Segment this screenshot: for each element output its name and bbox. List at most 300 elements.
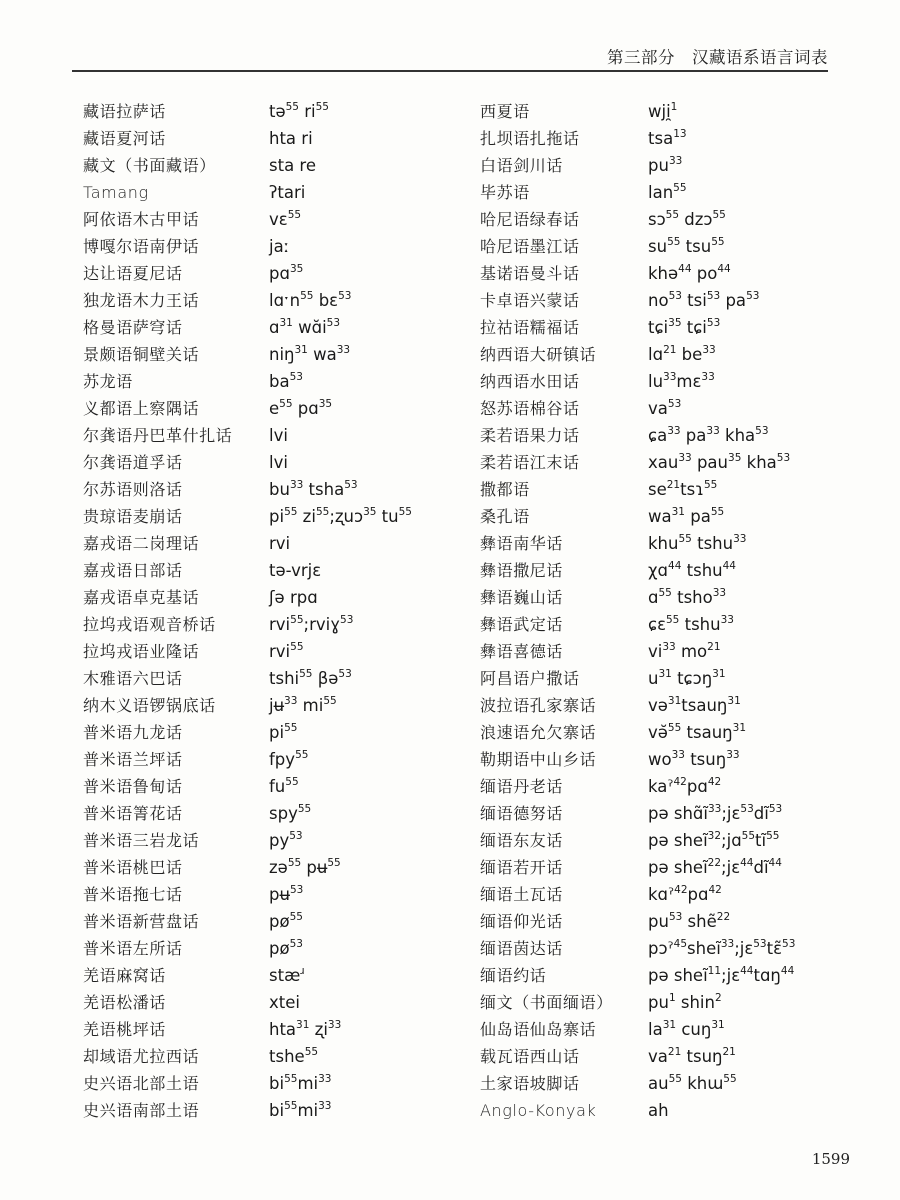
- language-name: 白语剑川话: [480, 156, 564, 175]
- tone-mark: 21: [667, 1045, 682, 1058]
- word-entry: [83, 284, 473, 311]
- word-entry: [83, 527, 473, 554]
- word-entry: [480, 284, 870, 311]
- syllable: rvi: [269, 615, 291, 634]
- word-entry: [83, 1067, 473, 1094]
- language-name: 缅语茵达话: [480, 939, 564, 958]
- tone-mark: 31: [727, 694, 741, 707]
- syllable: niŋ: [269, 345, 295, 364]
- language-name: 缅语丹老话: [480, 777, 564, 796]
- phonetic-form: [648, 561, 736, 581]
- syllable: dĩ: [753, 858, 769, 877]
- syllable: pa: [684, 507, 711, 526]
- tone-mark: 31: [732, 721, 747, 734]
- syllable: spy: [269, 804, 298, 823]
- syllable: tsuŋ: [681, 1047, 723, 1066]
- tone-mark: 55: [279, 397, 293, 410]
- language-name: 藏语夏河话: [83, 129, 167, 148]
- word-entry: [83, 257, 473, 284]
- syllable: tsi: [681, 291, 707, 310]
- syllable: la: [648, 1020, 663, 1039]
- phonetic-form: [269, 534, 290, 554]
- word-entry: [83, 608, 473, 635]
- tone-mark: 45: [673, 937, 688, 950]
- syllable: mi: [297, 1101, 319, 1120]
- tone-mark: 35: [728, 451, 742, 464]
- tone-mark: 44: [717, 262, 731, 275]
- language-name: 普米语左所话: [83, 939, 183, 958]
- syllable: sɔ: [648, 210, 666, 229]
- syllable: ɑ: [648, 588, 659, 607]
- syllable: ;jɛ: [734, 939, 754, 958]
- phonetic-form: [269, 777, 299, 797]
- phonetic-form: [648, 507, 724, 527]
- tone-mark: 42: [674, 883, 688, 896]
- syllable: se: [648, 480, 667, 499]
- tone-mark: 33: [327, 1018, 342, 1031]
- word-entry: [480, 365, 870, 392]
- syllable: pə shɑ̃ĩ: [648, 804, 708, 823]
- syllable: pɑ: [292, 399, 319, 418]
- word-entry: [480, 1094, 870, 1121]
- tone-mark: 31: [671, 505, 685, 518]
- syllable: wa: [648, 507, 672, 526]
- tone-mark: 53: [340, 613, 354, 626]
- word-entry: [480, 608, 870, 635]
- syllable: tshu: [679, 615, 721, 634]
- syllable: dzɔ: [679, 210, 713, 229]
- syllable: zi: [297, 507, 316, 526]
- tone-mark: 53: [782, 937, 796, 950]
- tone-mark: 44: [740, 856, 754, 869]
- language-name: 缅文（书面缅语）: [480, 993, 613, 1012]
- tone-mark: 33: [720, 937, 735, 950]
- language-name: 彝语喜德话: [480, 642, 564, 661]
- phonetic-form: [648, 453, 790, 473]
- syllable: u: [648, 669, 659, 688]
- syllable: tu: [376, 507, 399, 526]
- tone-mark: 21: [666, 478, 681, 491]
- word-entry: [83, 95, 473, 122]
- phonetic-form: [269, 102, 329, 122]
- tone-mark: 31: [662, 1018, 677, 1031]
- syllable: kha: [741, 453, 777, 472]
- tone-mark: 33: [678, 451, 692, 464]
- phonetic-form: [269, 939, 303, 959]
- tone-mark: 21: [722, 1045, 736, 1058]
- phonetic-form: [648, 993, 722, 1013]
- tone-mark: 44: [740, 964, 754, 977]
- word-entry: [83, 662, 473, 689]
- phonetic-form: [269, 345, 350, 365]
- syllable: va: [648, 399, 668, 418]
- phonetic-form: [269, 1101, 331, 1121]
- word-entry: [480, 986, 870, 1013]
- language-name: 阿依语木古甲话: [83, 210, 200, 229]
- language-name: 藏语拉萨话: [83, 102, 167, 121]
- syllable: tshi: [269, 669, 300, 688]
- language-name: 藏文（书面藏语）: [83, 156, 216, 175]
- tone-mark: 44: [668, 559, 682, 572]
- syllable: bɛ: [313, 291, 339, 310]
- syllable: su: [648, 237, 668, 256]
- syllable: pə sheĩ: [648, 858, 708, 877]
- syllable: kaˀ: [648, 777, 674, 796]
- word-entry: [83, 473, 473, 500]
- syllable: wɑ̆i: [292, 318, 327, 337]
- phonetic-form: [269, 1020, 341, 1040]
- language-name: 拉祜语糯福话: [480, 318, 580, 337]
- syllable: lvi: [269, 426, 288, 445]
- phonetic-form: [269, 858, 341, 878]
- tone-mark: 44: [768, 856, 782, 869]
- syllable: pɑ: [269, 264, 290, 283]
- phonetic-form: [269, 426, 288, 446]
- syllable: rvi: [269, 642, 291, 661]
- language-name: 纳西语水田话: [480, 372, 580, 391]
- word-entry: [83, 554, 473, 581]
- phonetic-form: [269, 561, 321, 581]
- syllable: tsu: [680, 237, 712, 256]
- language-name: 缅语东友话: [480, 831, 564, 850]
- word-entry: [480, 581, 870, 608]
- tone-mark: 53: [668, 289, 682, 302]
- phonetic-form: [648, 1074, 737, 1094]
- phonetic-form: [648, 723, 746, 743]
- word-entry: [480, 311, 870, 338]
- language-name: 仙岛语仙岛寨话: [480, 1020, 597, 1039]
- phonetic-form: [269, 723, 297, 743]
- phonetic-form: [648, 102, 677, 122]
- language-name: 羌语桃坪话: [83, 1020, 167, 1039]
- phonetic-form: [648, 183, 687, 203]
- phonetic-form: [269, 291, 351, 311]
- language-name: 格曼语萨穹话: [83, 318, 183, 337]
- syllable: kha: [719, 426, 756, 445]
- page-number: 1599: [811, 1150, 850, 1168]
- syllable: kɑˀ: [648, 885, 675, 904]
- language-name: 桑孔语: [480, 507, 530, 526]
- tone-mark: 55: [284, 1072, 298, 1085]
- word-entry: [83, 851, 473, 878]
- syllable: ɕɛ: [648, 615, 666, 634]
- syllable: ʔtari: [269, 183, 306, 202]
- language-name: 柔若语果力话: [480, 426, 580, 445]
- tone-mark: 1: [668, 991, 676, 1004]
- word-entry: [83, 635, 473, 662]
- tone-mark: 55: [668, 1072, 682, 1085]
- tone-mark: 53: [289, 883, 304, 896]
- syllable: pu: [648, 156, 669, 175]
- tone-mark: 55: [666, 613, 680, 626]
- syllable: tsha: [303, 480, 345, 499]
- word-entry: [480, 230, 870, 257]
- tone-mark: 44: [780, 964, 795, 977]
- tone-mark: 44: [722, 559, 736, 572]
- syllable: fu: [269, 777, 286, 796]
- syllable: mɛ: [676, 372, 702, 391]
- word-entry: [480, 203, 870, 230]
- syllable: e: [269, 399, 280, 418]
- tone-mark: 33: [662, 640, 676, 653]
- word-entry: [480, 689, 870, 716]
- tone-mark: 53: [338, 667, 352, 680]
- tone-mark: 53: [740, 802, 754, 815]
- tone-mark: 55: [723, 1072, 737, 1085]
- tone-mark: ɹ: [300, 964, 305, 977]
- phonetic-form: [648, 426, 769, 446]
- language-name: 载瓦语西山话: [480, 1047, 580, 1066]
- syllable: pa: [720, 291, 747, 310]
- phonetic-form: [648, 129, 687, 149]
- tone-mark: 33: [663, 370, 677, 383]
- syllable: tsɿ: [680, 480, 704, 499]
- tone-mark: 42: [707, 775, 722, 788]
- syllable: lu: [648, 372, 664, 391]
- language-name: 缅语德努话: [480, 804, 564, 823]
- language-name: 景颇语铜壁关话: [83, 345, 200, 364]
- syllable: vǝ̆: [648, 723, 668, 742]
- syllable: tsauŋ: [681, 723, 733, 742]
- language-name: 哈尼语绿春话: [480, 210, 580, 229]
- tone-mark: 55: [315, 505, 330, 518]
- tone-mark: 55: [710, 505, 725, 518]
- syllable: pi: [269, 507, 285, 526]
- tone-mark: 33: [720, 613, 734, 626]
- phonetic-form: [269, 1074, 331, 1094]
- syllable: ;rviɣ: [303, 615, 341, 634]
- language-name: 浪速语允欠寨话: [480, 723, 597, 742]
- language-name: 尔龚语丹巴革什扎话: [83, 426, 233, 445]
- phonetic-form: [269, 642, 304, 662]
- language-name: 拉坞戎语观音桥话: [83, 615, 216, 634]
- word-entry: [480, 932, 870, 959]
- tone-mark: 33: [726, 748, 740, 761]
- syllable: tɕi: [681, 318, 707, 337]
- phonetic-form: [648, 1047, 736, 1067]
- tone-mark: 33: [318, 1072, 332, 1085]
- language-name: Tamang: [83, 183, 149, 202]
- word-entry: [83, 959, 473, 986]
- tone-mark: 53: [289, 937, 303, 950]
- language-name: 普米语拖七话: [83, 885, 183, 904]
- language-name: 怒苏语棉谷话: [480, 399, 580, 418]
- left-column: [83, 95, 473, 1121]
- syllable: hta: [269, 1020, 297, 1039]
- language-name: 羌语松潘话: [83, 993, 167, 1012]
- syllable: lɑˑn: [269, 291, 301, 310]
- syllable: mo: [675, 642, 708, 661]
- phonetic-form: [269, 507, 412, 527]
- phonetic-form: [269, 615, 353, 635]
- phonetic-form: [648, 750, 740, 770]
- tone-mark: 33: [702, 343, 716, 356]
- word-entry: [83, 392, 473, 419]
- syllable: tĩ: [755, 831, 767, 850]
- phonetic-form: [269, 831, 303, 851]
- word-entry: [480, 824, 870, 851]
- tone-mark: 53: [776, 451, 791, 464]
- word-entry: [480, 662, 870, 689]
- syllable: cuŋ: [676, 1020, 712, 1039]
- tone-mark: 55: [711, 235, 725, 248]
- syllable: tsa: [648, 129, 674, 148]
- syllable: hta ri: [269, 129, 313, 148]
- language-name: 勒期语中山乡话: [480, 750, 597, 769]
- syllable: ah: [648, 1101, 669, 1120]
- phonetic-form: [648, 777, 721, 797]
- syllable: zə: [269, 858, 288, 877]
- tone-mark: 21: [663, 343, 677, 356]
- tone-mark: 55: [665, 208, 680, 221]
- syllable: bu: [269, 480, 290, 499]
- word-entry: [83, 500, 473, 527]
- syllable: shẽ: [682, 912, 717, 931]
- phonetic-form: [269, 696, 337, 716]
- syllable: khu: [648, 534, 679, 553]
- tone-mark: 33: [733, 532, 747, 545]
- tone-mark: 21: [707, 640, 721, 653]
- phonetic-form: [648, 669, 726, 689]
- tone-mark: 55: [284, 505, 298, 518]
- phonetic-form: [648, 534, 746, 554]
- phonetic-form: [269, 669, 352, 689]
- tone-mark: 31: [296, 1018, 310, 1031]
- tone-mark: 31: [279, 316, 293, 329]
- word-entry: [83, 230, 473, 257]
- phonetic-form: [648, 264, 731, 284]
- tone-mark: 31: [667, 694, 682, 707]
- syllable: ba: [269, 372, 290, 391]
- word-entry: [83, 743, 473, 770]
- tone-mark: 55: [678, 532, 692, 545]
- word-entry: [480, 527, 870, 554]
- syllable: be: [676, 345, 703, 364]
- phonetic-form: [269, 912, 303, 932]
- language-name: 缅语土瓦话: [480, 885, 564, 904]
- tone-mark: 55: [284, 721, 298, 734]
- syllable: ɕa: [648, 426, 668, 445]
- word-entry: [83, 149, 473, 176]
- language-name: 缅语约话: [480, 966, 547, 985]
- syllable: lɑ: [648, 345, 664, 364]
- syllable: ;jɑ: [721, 831, 742, 850]
- syllable: pø: [269, 939, 290, 958]
- tone-mark: 55: [287, 208, 302, 221]
- word-entry: [83, 338, 473, 365]
- language-name: 波拉语孔家寨话: [480, 696, 597, 715]
- word-entry: [480, 770, 870, 797]
- tone-mark: 44: [678, 262, 692, 275]
- word-entry: [83, 1094, 473, 1121]
- word-entry: [480, 392, 870, 419]
- syllable: pa: [680, 426, 707, 445]
- phonetic-form: [648, 588, 726, 608]
- syllable: pʉ: [301, 858, 328, 877]
- syllable: pi: [269, 723, 285, 742]
- syllable: ʃə rpɑ: [269, 588, 318, 607]
- syllable: fpy: [269, 750, 296, 769]
- language-name: 卡卓语兴蒙话: [480, 291, 580, 310]
- syllable: rvi: [269, 534, 291, 553]
- word-entry: [83, 824, 473, 851]
- tone-mark: 55: [398, 505, 412, 518]
- phonetic-form: [269, 885, 303, 905]
- syllable: ;jɛ: [721, 966, 741, 985]
- tone-mark: 11: [707, 964, 722, 977]
- language-name: 嘉戎语卓克基话: [83, 588, 200, 607]
- tone-mark: 2: [714, 991, 722, 1004]
- tone-mark: 33: [667, 424, 681, 437]
- syllable: tshu: [691, 534, 734, 553]
- word-entry: [83, 365, 473, 392]
- phonetic-form: [648, 804, 782, 824]
- tone-mark: 55: [673, 181, 687, 194]
- phonetic-form: [648, 156, 682, 176]
- language-name: 彝语南华话: [480, 534, 564, 553]
- tone-mark: 33: [668, 154, 683, 167]
- syllable: dĩ: [753, 804, 769, 823]
- word-entry: [480, 122, 870, 149]
- syllable: bi: [269, 1101, 285, 1120]
- word-entry: [83, 797, 473, 824]
- phonetic-form: [269, 237, 289, 257]
- syllable: ʐi: [309, 1020, 328, 1039]
- word-entry: [83, 122, 473, 149]
- syllable: xtei: [269, 993, 300, 1012]
- tone-mark: 33: [671, 748, 685, 761]
- phonetic-form: [269, 156, 316, 176]
- word-entry: [480, 905, 870, 932]
- word-entry: [83, 1040, 473, 1067]
- tone-mark: 53: [326, 316, 341, 329]
- language-name: 普米语九龙话: [83, 723, 183, 742]
- phonetic-form: [648, 1020, 725, 1040]
- syllable: py: [269, 831, 290, 850]
- tone-mark: 55: [327, 856, 341, 869]
- language-name: 土家语坡脚话: [480, 1074, 580, 1093]
- syllable: lan: [648, 183, 674, 202]
- tone-mark: 33: [712, 586, 727, 599]
- phonetic-form: [269, 1047, 318, 1067]
- tone-mark: 55: [289, 910, 303, 923]
- phonetic-form: [269, 264, 303, 284]
- syllable: au: [648, 1074, 669, 1093]
- tone-mark: 33: [336, 343, 351, 356]
- phonetic-form: [648, 480, 717, 500]
- tone-mark: 22: [707, 856, 722, 869]
- syllable: khə: [648, 264, 679, 283]
- language-name: 普米语桃巴话: [83, 858, 183, 877]
- phonetic-form: [648, 345, 716, 365]
- language-name: 达让语夏尼话: [83, 264, 183, 283]
- language-name: 史兴语南部土语: [83, 1101, 200, 1120]
- tone-mark: 31: [294, 343, 308, 356]
- syllable: tɛ̃: [766, 939, 783, 958]
- syllable: χɑ: [648, 561, 669, 580]
- phonetic-form: [269, 318, 340, 338]
- syllable: tshe: [269, 1047, 305, 1066]
- syllable: wo: [648, 750, 672, 769]
- word-entry: [83, 311, 473, 338]
- syllable: pu: [648, 912, 669, 931]
- tone-mark: 55: [285, 775, 299, 788]
- syllable: pʉ: [269, 885, 290, 904]
- language-name: 尔龚语道孚话: [83, 453, 183, 472]
- language-name: 独龙语木力王话: [83, 291, 200, 310]
- tone-mark: 55: [285, 100, 299, 113]
- syllable: sta re: [269, 156, 316, 175]
